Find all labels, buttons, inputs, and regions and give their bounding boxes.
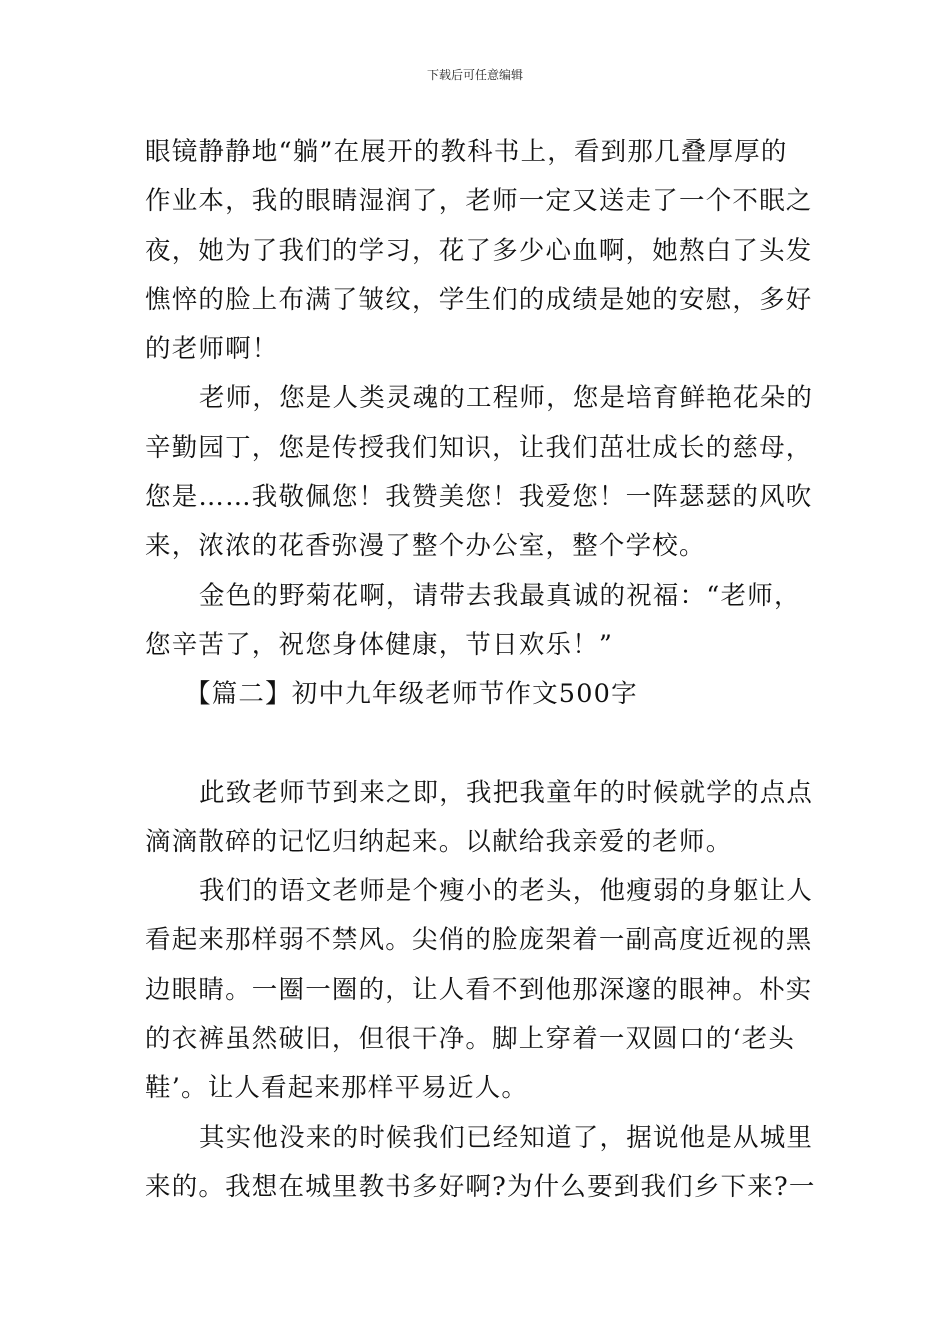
header-note: 下载后可任意编辑	[426, 68, 523, 82]
text-line: 辛勤园丁，您是传授我们知识，让我们茁壮成长的慈母，	[145, 432, 813, 463]
text-line: 眼镜静静地“躺”在展开的教科书上，看到那几叠厚厚的	[145, 137, 788, 167]
text-line: 滴滴散碎的记忆归纳起来。以献给我亲爱的老师。	[145, 826, 733, 857]
paragraph-start-line: 其实他没来的时候我们已经知道了，据说他是从城里	[199, 1122, 814, 1153]
text-line: 作业本，我的眼睛湿润了，老师一定又送走了一个不眠之	[145, 186, 813, 217]
text-line: 您是……我敬佩您！我赞美您！我爱您！一阵瑟瑟的风吹	[145, 482, 813, 513]
paragraph-start-line: 金色的野菊花啊，请带去我最真诚的祝福：“老师，	[199, 580, 801, 611]
text-line: 来的。我想在城里教书多好啊?为什么要到我们乡下来?一	[145, 1171, 816, 1202]
section-heading: 【篇二】初中九年级老师节作文500字	[185, 679, 638, 710]
text-line: 憔悴的脸上布满了皱纹，学生们的成绩是她的安慰，多好	[145, 284, 813, 315]
paragraph-start-line: 此致老师节到来之即，我把我童年的时候就学的点点	[199, 777, 814, 808]
paragraph-start-line: 老师，您是人类灵魂的工程师，您是培育鲜艳花朵的	[199, 383, 814, 414]
text-line: 的衣裤虽然破旧，但很干净。脚上穿着一双圆口的‘老头	[145, 1024, 796, 1055]
text-line: 夜，她为了我们的学习，花了多少心血啊，她熬白了头发	[145, 235, 813, 266]
text-line: 看起来那样弱不禁风。尖俏的脸庞架着一副高度近视的黑	[145, 925, 813, 956]
text-line: 鞋’。让人看起来那样平易近人。	[145, 1073, 529, 1104]
document-body	[145, 128, 816, 1212]
section-gap	[145, 720, 805, 769]
text-line: 的老师啊！	[145, 334, 279, 365]
text-line: 来，浓浓的花香弥漫了整个办公室，整个学校。	[145, 531, 706, 562]
text-line: 边眼睛。一圈一圈的，让人看不到他那深邃的眼神。朴实	[145, 974, 813, 1005]
text-line: 您辛苦了，祝您身体健康，节日欢乐！”	[145, 629, 614, 660]
paragraph-start-line: 我们的语文老师是个瘦小的老头，他瘦弱的身躯让人	[199, 876, 814, 907]
